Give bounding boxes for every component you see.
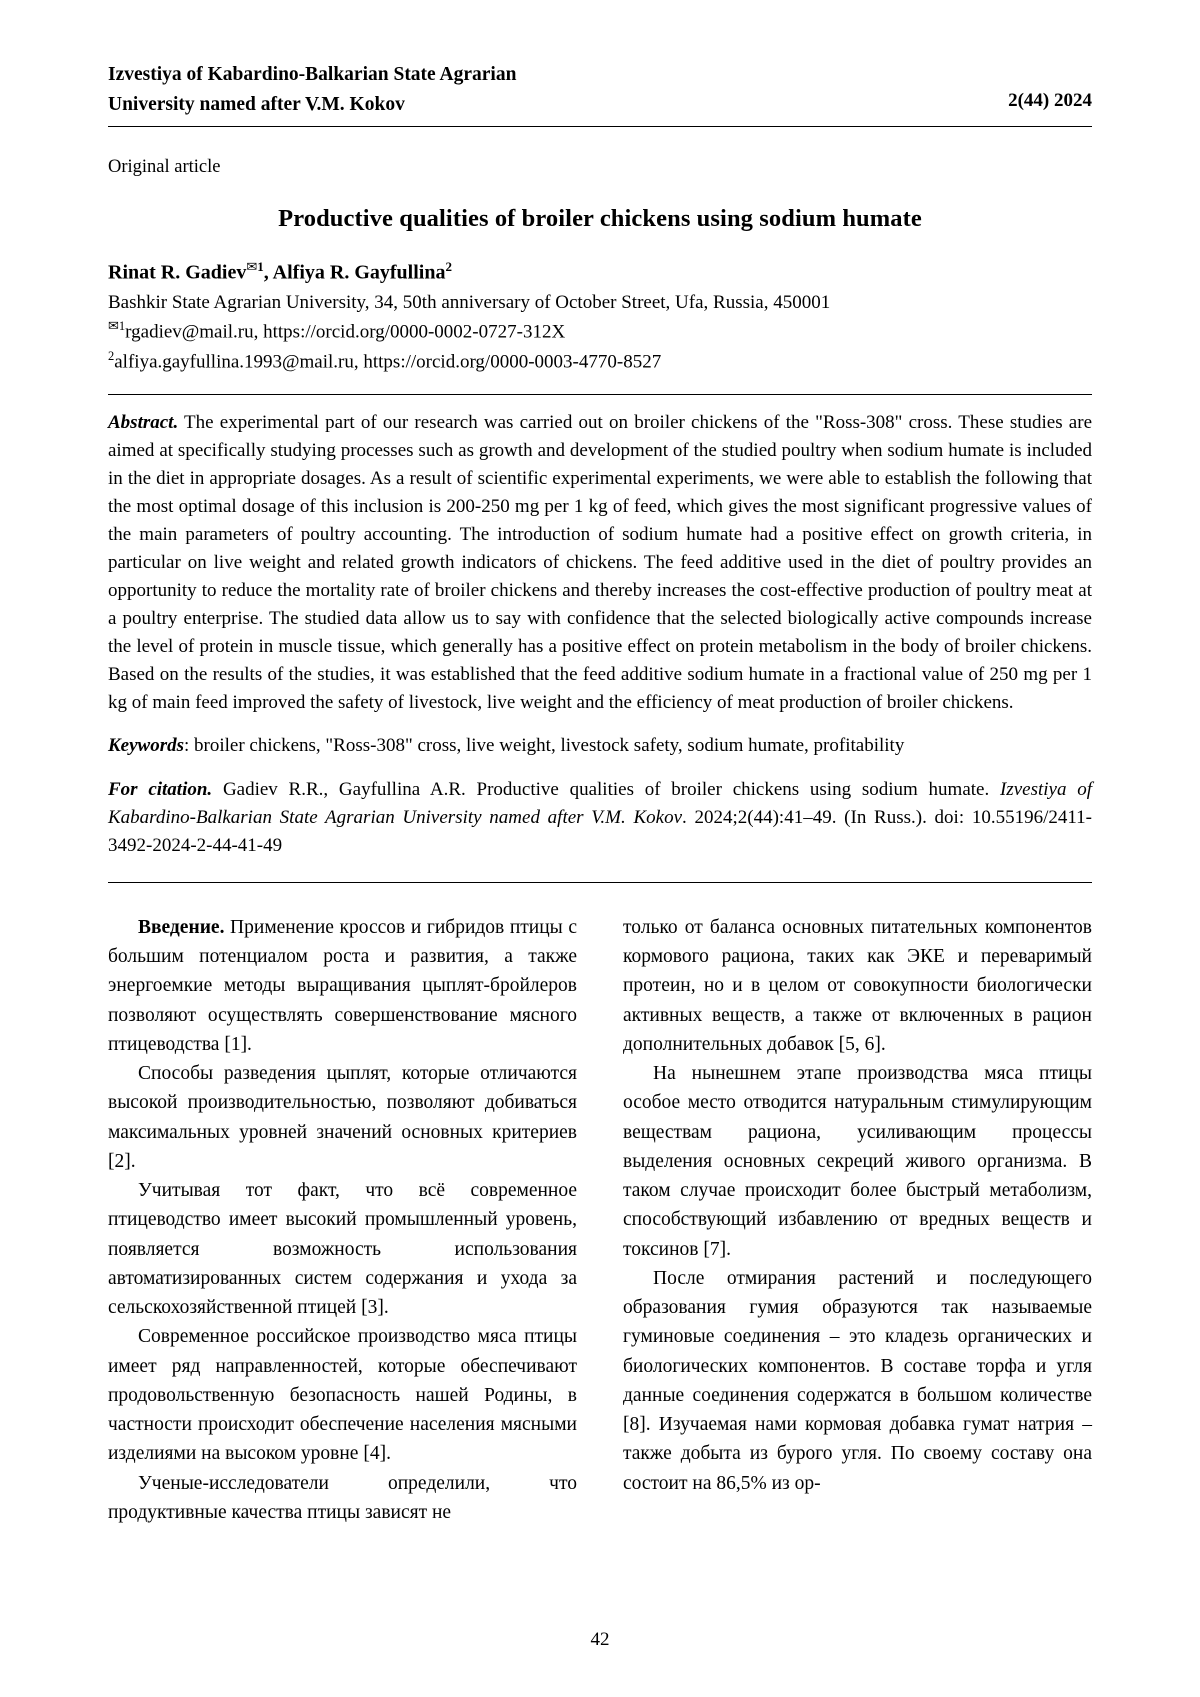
paragraph <box>108 913 577 1059</box>
paragraph-text: только от баланса основных питательных компонентов кормового рациона, таких как ЭКЕ и переваримый протеин, но и в целом от совокупности биологически активных веществ, а также от включенных в рацион дополнительных добавок [5, 6]. <box>623 916 1092 1055</box>
citation-block <box>108 776 1092 860</box>
citation-part2: . 2024;2(44):41–49. (In Russ.). doi: 10.55196/2411-3492-2024-2-44-41-49 <box>108 806 1092 856</box>
paragraph <box>623 913 1092 1059</box>
envelope-icon: ✉ <box>246 260 258 276</box>
journal-name-line2: University named after V.M. Kokov <box>108 94 405 116</box>
keywords-separator: : <box>184 735 190 757</box>
paragraph <box>108 1176 577 1322</box>
envelope-icon: ✉ <box>108 318 119 334</box>
journal-name-line1: Izvestiya of Kabardino-Balkarian State Agrarian <box>108 64 517 85</box>
contact-line-1 <box>108 317 1092 347</box>
page-number: 42 <box>590 1629 610 1650</box>
citation-part1: Gadiev R.R., Gayfullina A.R. Productive qualities of broiler chickens using sodium humate. <box>212 779 1000 801</box>
paragraph-text: Способы разведения цыплят, которые отличаются высокой производительностью, позволяют добиваться максимальных уровней значений основных критериев [2]. <box>108 1063 577 1172</box>
author-2-affil-marker: 2 <box>445 259 452 275</box>
paragraph <box>623 1059 1092 1264</box>
contact-2-marker: 2 <box>108 348 115 363</box>
divider-below-citation <box>108 882 1092 883</box>
page-title: Productive qualities of broiler chickens using sodium humate <box>278 205 922 233</box>
author-1-affil-marker: 1 <box>257 259 264 275</box>
paragraph-text: Применение кроссов и гибридов птицы с большим потенциалом роста и развития, а также энергоемкие методы выращивания цыплят-бройлеров позволяют осуществлять совершенствование мясного птицеводства [1]. <box>108 916 577 1055</box>
citation-label: For citation. <box>108 779 213 801</box>
article-type: Original article <box>108 157 221 178</box>
paragraph-text: После отмирания растений и последующего образования гумия образуются так называемые гуминовые соединения – это кладезь органических и биологических компонентов. В составе торфа и угля данные соединения содержатся в большом количестве [8]. Изучаемая нами кормовая добавка гумат натрия – также добыта из бурого угля. По своему составу она состоит на 86,5% из ор- <box>623 1267 1092 1494</box>
affiliation: Bashkir State Agrarian University, 34, 50th anniversary of October Street, Ufa, Russia, 450001 <box>108 292 831 314</box>
body-column-left <box>108 913 577 1527</box>
keywords-label: Keywords <box>108 735 184 757</box>
paragraph-text: Учитывая тот факт, что всё современное птицеводство имеет высокий промышленный уровень, появляется возможность использования автоматизированных систем содержания и ухода за сельскохозяйственной птицей [3]. <box>108 1180 577 1319</box>
running-head <box>108 60 1092 127</box>
paragraph <box>108 1322 577 1468</box>
contact-2-text: alfiya.gayfullina.1993@mail.ru, https://orcid.org/0000-0003-4770-8527 <box>114 350 662 372</box>
page-content <box>108 60 1092 1527</box>
abstract <box>108 409 1092 716</box>
paragraph-text: Ученые-исследователи определили, что продуктивные качества птицы зависят не <box>108 1472 577 1523</box>
abstract-text: The experimental part of our research was carried out on broiler chickens of the "Ross-308" cross. These studies are aimed at specifically studying processes such as growth and development of the studied poultry when sodium humate is included in the diet in appropriate dosages. As a result of scientific experimental experiments, we were able to establish the following that the most optimal dosage of this inclusion is 200-250 mg per 1 kg of feed, which gives the most significant progressive values of the main parameters of poultry accounting. The introduction of sodium humate had a positive effect on growth criteria, in particular on live weight and related growth indicators of chickens. The feed additive used in the diet of poultry provides an opportunity to reduce the mortality rate of broiler chickens and thereby increases the cost-effective production of poultry meat at a poultry enterprise. The studied data allow us to say with confidence that the selected biologically active compounds increase the level of protein in muscle tissue, which generally has a positive effect on protein metabolism in the body of broiler chickens. Based on the results of the studies, it was established that the feed additive sodium humate in a fractional value of 250 mg per 1 kg of main feed improved the safety of livestock, live weight and the efficiency of meat production of broiler chickens. <box>108 412 1092 713</box>
paragraph <box>108 1469 577 1528</box>
section-heading-introduction: Введение. <box>138 916 225 938</box>
contact-line-2 <box>108 347 1092 377</box>
citation-journal: Izvestiya of Kabardino-Balkarian State Agrarian University named after V.M. Kokov <box>108 779 1092 828</box>
author-list <box>108 259 1092 285</box>
abstract-label: Abstract. <box>108 412 179 434</box>
paragraph <box>623 1264 1092 1498</box>
body-columns <box>108 913 1092 1527</box>
paragraph-text: Современное российское производство мяса птицы имеет ряд направленностей, которые обеспечивают продовольственную безопасность нашей Родины, в частности происходит обеспечение населения мясными изделиями на высоком уровне [4]. <box>108 1326 577 1465</box>
contact-1-text: rgadiev@mail.ru, https://orcid.org/0000-0002-0727-312X <box>125 321 566 343</box>
journal-name <box>108 60 516 120</box>
paragraph-text: На нынешнем этапе производства мяса птицы особое место отводится натуральным стимулирующим веществам рациона, усиливающим процессы выделения основных секреций живого организма. В таком случае происходит более быстрый метаболизм, способствующий избавлению от вредных веществ и токсинов [7]. <box>623 1063 1092 1260</box>
author-separator: , <box>263 262 273 285</box>
author-2-name: Alfiya R. Gayfullina <box>272 262 446 285</box>
paragraph <box>108 1059 577 1176</box>
issue-number: 2(44) 2024 <box>1008 90 1092 111</box>
contact-1-marker: 1 <box>118 318 126 333</box>
divider-above-abstract <box>108 394 1092 395</box>
body-column-right <box>623 913 1092 1527</box>
keywords-text: broiler chickens, "Ross-308" cross, live weight, livestock safety, sodium humate, profitability <box>189 735 905 757</box>
author-1-name: Rinat R. Gadiev <box>108 262 247 285</box>
keywords <box>108 732 1092 760</box>
